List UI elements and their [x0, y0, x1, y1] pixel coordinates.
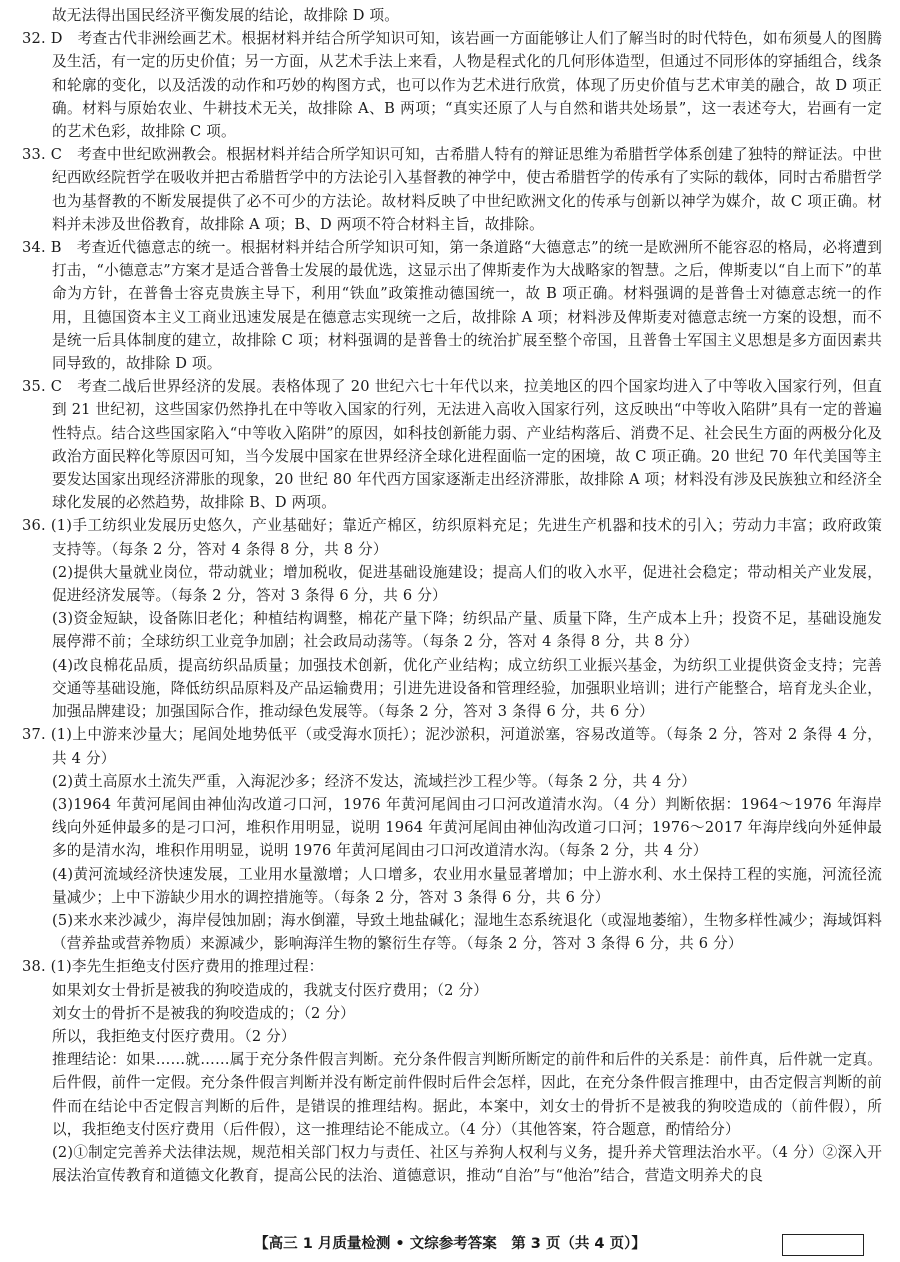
answer-paragraph: (2)黄土高原水土流失严重，入海泥沙多；经济不发达，流域拦沙工程少等。（每条 2 分，共 4 分）	[52, 772, 697, 790]
answer-paragraph: 33. C 考查中世纪欧洲教会。根据材料并结合所学知识可知，古希腊人特有的辩证思维为希腊哲学体系创建了独特的辩证法。中世纪西欧经院哲学在吸收并把古希腊哲学中的方法论引入基督教的神学中，使古希腊哲学的传承有了实际的载体，同时古希腊哲学也为基督教的不断发展提供了必不可少的方法论。故材料反映了中世纪欧洲文化的传承与创新以神学为媒介，故 C 项正确。材料并未涉及世俗教育，故排除 A 项；B、D 两项不符合材料主旨，故排除。	[22, 146, 882, 233]
answer-paragraph: (3)1964 年黄河尾闾由神仙沟改道刁口河，1976 年黄河尾闾由刁口河改道清水沟。（4 分）判断依据：1964～1976 年海岸线向外延伸最多的是刁口河，堆积作用明显，说明 1964 年黄河尾闾由神仙沟改道刁口河；1976～2017 年海岸线向外延伸最多的是清水沟，堆积作用明显，说明 1976 年黄河尾闾由刁口河改道清水沟。（每条 2 分，共 4 分）	[52, 795, 882, 860]
answer-paragraph: 37. (1)上中游来沙量大；尾闾处地势低平（或受海水顶托）；泥沙淤积，河道淤塞，容易改道等。（每条 2 分，答对 2 条得 4 分，共 4 分）	[22, 726, 882, 767]
answer-paragraph: (5)来水来沙减少，海岸侵蚀加剧；海水倒灌，导致土地盐碱化；湿地生态系统退化（或湿地萎缩），生物多样性减少；海域饵料（营养盐或营养物质）来源减少，影响海洋生物的繁衍生存等。（每条 2 分，答对 3 条得 6 分，共 6 分）	[52, 911, 882, 953]
answer-paragraph: 34. B 考查近代德意志的统一。根据材料并结合所学知识可知，第一条道路“大德意志”的统一是欧洲所不能容忍的格局，必将遭到打击，“小德意志”方案才是适合普鲁士发展的最优选，这显示出了俾斯麦作为大战略家的智慧。之后，俾斯麦以“自上而下”的革命为方针，在普鲁士容克贵族主导下，利用“铁血”政策推动德国统一，故 B 项正确。材料强调的是普鲁士对德意志统一的作用，且德国资本主义工商业迅速发展是在德意志实现统一之后，故排除 A 项；材料涉及俾斯麦对德意志统一方案的设想，而不是统一后具体制度的建立，故排除 C 项；材料强调的是普鲁士的统治扩展至整个帝国，且普鲁士军国主义思想是多方面因素共同导致的，故排除 D 项。	[22, 239, 882, 373]
answer-paragraph: 推理结论：如果……就……属于充分条件假言判断。充分条件假言判断所断定的前件和后件的关系是：前件真，后件就一定真。后件假，前件一定假。充分条件假言判断并没有断定前件假时后件会怎样，因此，在充分条件假言推理中，由否定假言判断的前件而在结论中否定假言判断的后件，是错误的推理结构。据此，本案中，刘女士的骨折不是被我的狗咬造成的（前件假），所以，我拒绝支付医疗费用（后件假），这一推理结论不能成立。（4 分）（其他答案，符合题意，酌情给分）	[52, 1051, 882, 1138]
answer-paragraph: 36. (1)手工纺织业发展历史悠久，产业基础好；靠近产棉区，纺织原料充足；先进生产机器和技术的引入；劳动力丰富；政府政策支持等。（每条 2 分，答对 4 条得 8 分，共 8 分）	[22, 517, 882, 558]
answer-page	[22, 4, 882, 1187]
answer-paragraph: 35. C 考查二战后世界经济的发展。表格体现了 20 世纪六七十年代以来，拉美地区的四个国家均进入了中等收入国家行列，但直到 21 世纪初，这些国家仍然挣扎在中等收入国家的行列，无法进入高收入国家行列，这反映出“中等收入陷阱”具有一定的普遍性特点。结合这些国家陷入“中等收入陷阱”的原因，如科技创新能力弱、产业结构落后、消费不足、社会民生方面的两极分化及政治方面民粹化等原因可知，当今发展中国家在世界经济全球化进程面临一定的困境，故 C 项正确。20 世纪 70 年代美国等主要发达国家出现经济滞胀的现象，20 世纪 80 年代西方国家逐渐走出经济滞胀，故排除 A 项；材料没有涉及民族独立和经济全球化发展的必然趋势，故排除 B、D 两项。	[22, 378, 882, 512]
answer-paragraph: (3)资金短缺，设备陈旧老化；种植结构调整，棉花产量下降；纺织品产量、质量下降，生产成本上升；投资不足，基础设施发展停滞不前；全球纺织工业竞争加剧；社会政局动荡等。（每条 2 分，答对 4 条得 8 分，共 8 分）	[52, 610, 882, 651]
page-code-box	[782, 1234, 864, 1256]
answer-paragraph: (2)提供大量就业岗位，带动就业；增加税收，促进基础设施建设；提高人们的收入水平，促进社会稳定；带动相关产业发展，促进经济发展等。（每条 2 分，答对 3 条得 6 分，共 6 分）	[52, 563, 882, 605]
page-footer: 【高三 1 月质量检测 • 文综参考答案 第 3 页（共 4 页）】	[254, 1236, 646, 1252]
answer-paragraph: 38. (1)李先生拒绝支付医疗费用的推理过程：	[22, 958, 324, 976]
answer-paragraph: 32. D 考查古代非洲绘画艺术。根据材料并结合所学知识可知，该岩画一方面能够让人们了解当时的时代特色，如布须曼人的图腾及生活，有一定的历史价值；另一方面，从艺术手法上来看，人物是程式化的几何形体造型，但通过不同形体的穿插组合，线条和轮廓的变化，以及活泼的动作和巧妙的构图方式，也可以作为艺术进行欣赏，体现了历史价值与艺术审美的融合，故 D 项正确。材料与原始农业、牛耕技术无关，故排除 A、B 两项；“真实还原了人与自然和谐共处场景”，这一表述夸大，岩画有一定的艺术色彩，故排除 C 项。	[22, 30, 882, 141]
answer-paragraph: 所以，我拒绝支付医疗费用。（2 分）	[52, 1027, 296, 1045]
answer-paragraph: (4)改良棉花品质，提高纺织品质量；加强技术创新，优化产业结构；成立纺织工业振兴基金，为纺织工业提供资金支持；完善交通等基础设施，降低纺织品原料及产品运输费用；引进先进设备和管理经验，加强职业培训；进行产能整合，培育龙头企业，加强品牌建设；加强国际合作，推动绿色发展等。（每条 2 分，答对 3 条得 6 分，共 6 分）	[52, 656, 882, 721]
answer-paragraph: (4)黄河流域经济快速发展，工业用水量激增；人口增多，农业用水量显著增加；中上游水利、水土保持工程的实施，河流径流量减少；上中下游缺少用水的调控措施等。（每条 2 分，答对 3 条得 6 分，共 6 分）	[52, 865, 882, 906]
answer-paragraph: 如果刘女士骨折是被我的狗咬造成的，我就支付医疗费用；（2 分）	[52, 981, 489, 999]
answer-paragraph: 刘女士的骨折不是被我的狗咬造成的；（2 分）	[52, 1004, 355, 1022]
answer-paragraphs	[22, 4, 882, 1187]
answer-paragraph: (2)①制定完善养犬法律法规，规范相关部门权力与责任、社区与养狗人权利与义务，提升养犬管理法治水平。（4 分）②深入开展法治宣传教育和道德文化教育，提高公民的法治、道德意识，推动“自治”与“他治”结合，营造文明养犬的良	[52, 1143, 882, 1185]
answer-paragraph: 故无法得出国民经济平衡发展的结论，故排除 D 项。	[52, 7, 400, 24]
